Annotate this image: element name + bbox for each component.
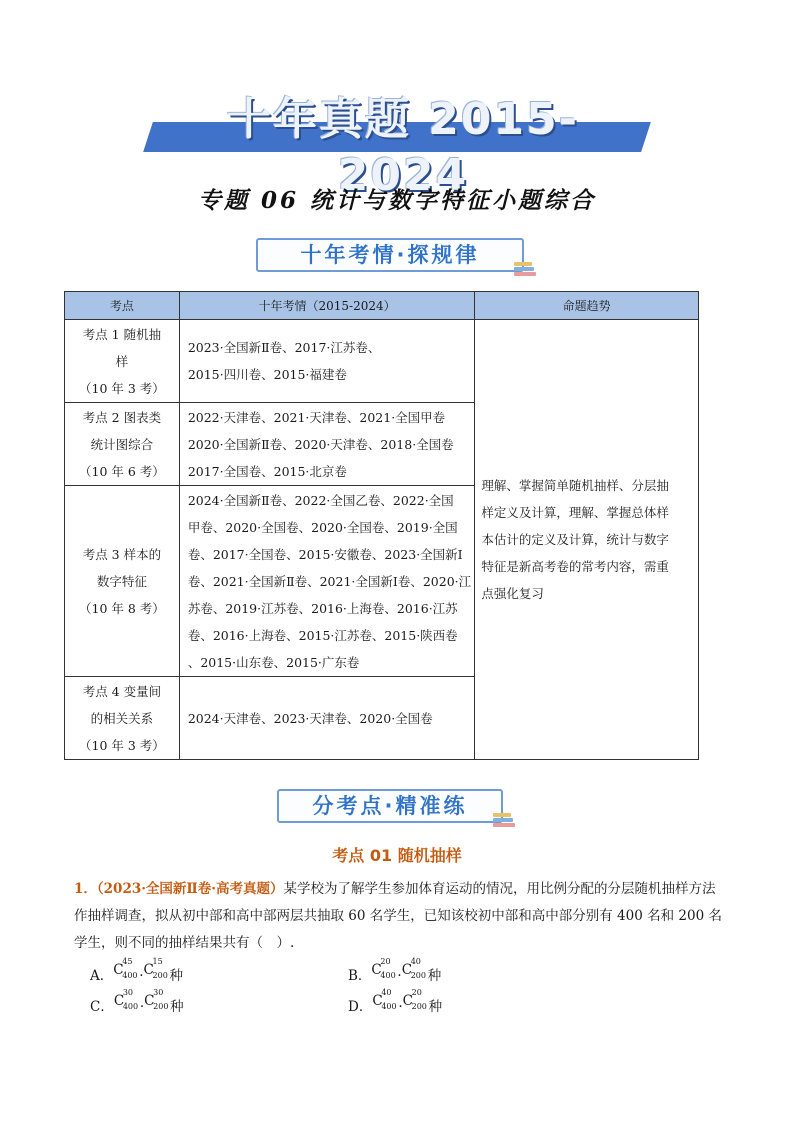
combination-term: C 15 200 — [143, 957, 168, 980]
combination-term: C 20 400 — [371, 957, 396, 980]
books-icon — [493, 813, 515, 829]
document-title: 专题 06 统计与数字特征小题综合 — [197, 187, 597, 214]
combination-term: C 45 400 — [113, 957, 138, 980]
question-source: （2023·全国新Ⅱ卷·高考真题） — [96, 881, 284, 897]
table-row — [65, 320, 699, 403]
books-icon — [514, 262, 536, 278]
option-c[interactable]: C． C 30 400 · C 30 200 种 — [90, 988, 184, 1015]
section-heading-label: 十年考情·探规律 — [300, 243, 480, 267]
combination-term: C 20 200 — [402, 988, 427, 1011]
detail-cell: 2023·全国新Ⅱ卷、2017·江苏卷、 2015·四川卷、2015·福建卷 — [179, 320, 475, 403]
question-text-2: 作抽样调查，拟从初中部和高中部两层共抽取 60 名学生，已知该校初中部和高中部分别有 400 名和 200 名 — [74, 908, 722, 924]
detail-cell: 2022·天津卷、2021·天津卷、2021·全国甲卷 2020·全国新Ⅱ卷、2020·天津卷、2018·全国卷 2017·全国卷、2015·北京卷 — [179, 403, 475, 486]
combination-term: C 40 200 — [401, 957, 426, 980]
point-cell: 考点 4 变量间 的相关关系 （10 年 3 考） — [65, 677, 180, 760]
question-number: 1． — [74, 881, 97, 897]
exam-analysis-table — [64, 291, 699, 760]
question-text-3: 学生，则不同的抽样结果共有（ ）. — [74, 935, 295, 951]
point-cell: 考点 2 图表类 统计图综合 （10 年 6 考） — [65, 403, 180, 486]
option-a[interactable]: A． C 45 400 · C 15 200 种 — [90, 957, 184, 984]
question-text-1: 某学校为了解学生参加体育运动的情况，用比例分配的分层随机抽样方法 — [283, 881, 716, 897]
option-b[interactable]: B． C 20 400 · C 40 200 种 — [348, 957, 442, 984]
header-ten-year: 十年考情（2015-2024） — [179, 292, 475, 320]
section-heading-exam-analysis — [256, 238, 524, 272]
sub-heading: 考点 01 随机抽样 — [332, 846, 462, 865]
point-cell: 考点 1 随机抽 样 （10 年 3 考） — [65, 320, 180, 403]
banner-text: 十年真题 2015-2024 — [226, 94, 580, 201]
header-trend: 命题趋势 — [475, 292, 699, 320]
trend-cell: 理解、掌握简单随机抽样、分层抽 样定义及计算，理解、掌握总体样 本估计的定义及计算，统计与数字 特征是新高考卷的常考内容，需重 点强化复习 — [475, 320, 699, 760]
question-1 — [74, 876, 730, 957]
header-point: 考点 — [65, 292, 180, 320]
section-heading-label: 分考点·精准练 — [312, 794, 468, 818]
option-d[interactable]: D． C 40 400 · C 20 200 种 — [348, 988, 443, 1015]
detail-cell: 2024·天津卷、2023·天津卷、2020·全国卷 — [179, 677, 475, 760]
table-header-row — [65, 292, 699, 320]
combination-term: C 30 400 — [113, 988, 139, 1011]
combination-term: C 40 400 — [372, 988, 397, 1011]
point-cell: 考点 3 样本的 数字特征 （10 年 8 考） — [65, 486, 180, 677]
combination-term: C 30 200 — [144, 988, 169, 1011]
section-heading-practice — [277, 789, 503, 823]
detail-cell: 2024·全国新Ⅱ卷、2022·全国乙卷、2022·全国 甲卷、2020·全国卷、2020·全国卷、2019·全国 卷、2017·全国卷、2015·安徽卷、2023·全国新Ⅰ 卷、2021·全国新Ⅱ卷、2021·全国新Ⅰ卷、2020·江 苏卷、2019·江苏卷、2016·上海卷、2016·江苏 卷、2016·上海卷、2015·江苏卷、2015·陕西卷 、2015·山东卷、2015·广东卷 — [179, 486, 475, 677]
